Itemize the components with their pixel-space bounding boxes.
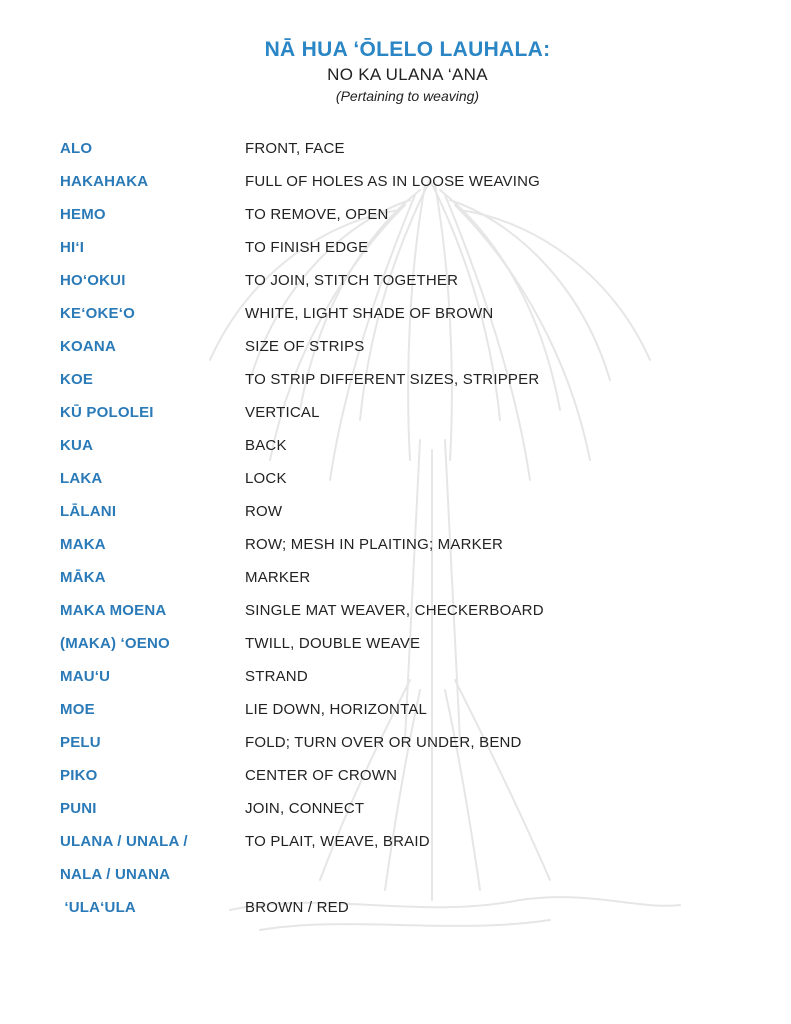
glossary-definition: TO STRIP DIFFERENT SIZES, STRIPPER [245, 371, 540, 388]
glossary-term: ALO [60, 140, 93, 157]
glossary-row [60, 264, 700, 297]
glossary-term: ULANA / UNALA / [60, 833, 188, 850]
glossary-definition: FRONT, FACE [245, 140, 345, 157]
glossary-row [60, 627, 700, 660]
glossary-term: HAKAHAKA [60, 173, 149, 190]
glossary-definition: TO FINISH EDGE [245, 239, 369, 256]
glossary-term: LĀLANI [60, 503, 117, 520]
glossary-row [60, 660, 700, 693]
page-subtitle: NO KA ULANA ‘ANA [327, 65, 488, 84]
glossary-definition: BACK [245, 437, 287, 454]
glossary-row [60, 495, 700, 528]
glossary-term: KOANA [60, 338, 116, 355]
glossary-definition: ROW [245, 503, 283, 520]
glossary-definition: SINGLE MAT WEAVER, CHECKERBOARD [245, 602, 544, 619]
glossary-term: ‘ULA‘ULA [60, 899, 136, 916]
glossary-definition: TWILL, DOUBLE WEAVE [245, 635, 421, 652]
glossary-term: HEMO [60, 206, 106, 223]
glossary-term: MAKA MOENA [60, 602, 167, 619]
glossary-definition: TO JOIN, STITCH TOGETHER [245, 272, 459, 289]
glossary-definition: LIE DOWN, HORIZONTAL [245, 701, 428, 718]
glossary-list [60, 132, 700, 924]
glossary-row [60, 132, 700, 165]
glossary-definition: WHITE, LIGHT SHADE OF BROWN [245, 305, 494, 322]
glossary-term: PIKO [60, 767, 98, 784]
glossary-row [60, 396, 700, 429]
glossary-definition: ROW; MESH IN PLAITING; MARKER [245, 536, 504, 553]
glossary-term: MAKA [60, 536, 106, 553]
glossary-term: MAU‘U [60, 668, 111, 685]
glossary-definition: TO PLAIT, WEAVE, BRAID [245, 833, 430, 850]
glossary-row [60, 429, 700, 462]
glossary-row [60, 726, 700, 759]
glossary-definition: FULL OF HOLES AS IN LOOSE WEAVING [245, 173, 541, 190]
glossary-term: KŪ POLOLEI [60, 404, 154, 421]
glossary-term: HI‘I [60, 239, 85, 256]
page-title: NĀ HUA ‘ŌLELO LAUHALA: [264, 38, 551, 61]
glossary-term: MOE [60, 701, 95, 718]
glossary-row [60, 198, 700, 231]
page-header [0, 36, 791, 106]
glossary-definition: VERTICAL [245, 404, 320, 421]
glossary-term: HO‘OKUI [60, 272, 126, 289]
glossary-row [60, 231, 700, 264]
glossary-row [60, 792, 700, 825]
glossary-term: KOE [60, 371, 94, 388]
glossary-row [60, 759, 700, 792]
glossary-row [60, 363, 700, 396]
glossary-row [60, 891, 700, 924]
glossary-term: MĀKA [60, 569, 106, 586]
glossary-term: KE‘OKE‘O [60, 305, 135, 322]
glossary-term: PUNI [60, 800, 97, 817]
glossary-definition: BROWN / RED [245, 899, 349, 916]
glossary-term: PELU [60, 734, 101, 751]
glossary-row [60, 594, 700, 627]
glossary-row [60, 561, 700, 594]
glossary-definition: CENTER OF CROWN [245, 767, 398, 784]
glossary-definition: LOCK [245, 470, 287, 487]
page-note: (Pertaining to weaving) [335, 88, 480, 104]
glossary-term: LAKA [60, 470, 103, 487]
glossary-term: KUA [60, 437, 94, 454]
glossary-row [60, 528, 700, 561]
glossary-definition: MARKER [245, 569, 311, 586]
glossary-row [60, 462, 700, 495]
glossary-row [60, 165, 700, 198]
glossary-term: (MAKA) ‘OENO [60, 635, 170, 652]
glossary-term: NALA / UNANA [60, 866, 171, 883]
glossary-definition: FOLD; TURN OVER OR UNDER, BEND [245, 734, 522, 751]
glossary-row [60, 825, 700, 858]
glossary-row [60, 693, 700, 726]
glossary-row [60, 330, 700, 363]
glossary-row [60, 858, 700, 891]
glossary-definition: SIZE OF STRIPS [245, 338, 365, 355]
glossary-definition: TO REMOVE, OPEN [245, 206, 389, 223]
glossary-row [60, 297, 700, 330]
glossary-definition: JOIN, CONNECT [245, 800, 365, 817]
glossary-definition: STRAND [245, 668, 308, 685]
